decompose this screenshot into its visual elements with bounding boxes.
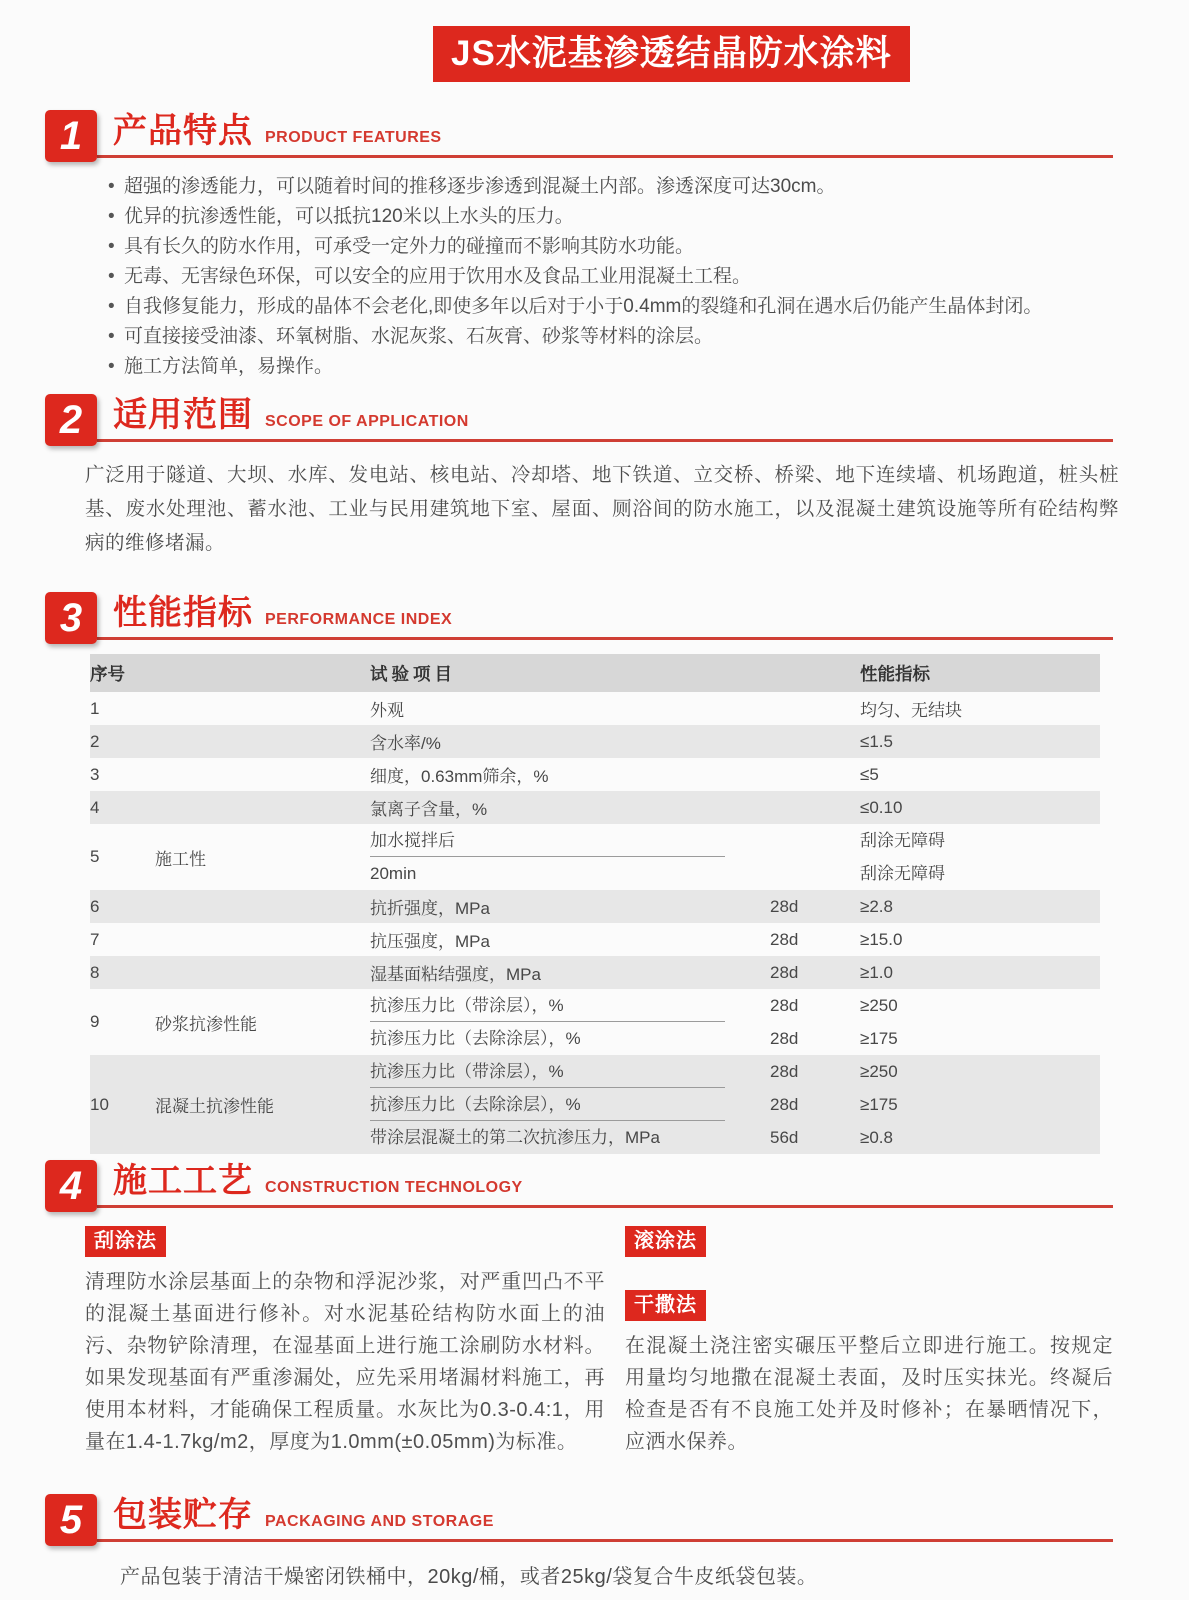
cell-item-line: 20min bbox=[370, 864, 417, 883]
page-title: JS水泥基渗透结晶防水涂料 bbox=[433, 26, 910, 82]
section4-underline bbox=[97, 1164, 1113, 1208]
cell-index: ≥2.8 bbox=[860, 896, 893, 916]
cell-age: 28d bbox=[770, 962, 799, 982]
cell-index-line: 刮涂无障碍 bbox=[860, 864, 945, 883]
feature-item: • 具有长久的防水作用，可承受一定外力的碰撞而不影响其防水功能。 bbox=[108, 232, 1129, 262]
cell-item: 含水率/% bbox=[370, 734, 441, 753]
section5-header bbox=[45, 1490, 1113, 1546]
cell-index: ≤0.10 bbox=[860, 797, 903, 817]
cell-category bbox=[155, 692, 370, 725]
cell-age bbox=[770, 824, 860, 890]
cell-index: ≥15.0 bbox=[860, 929, 903, 949]
section2-header bbox=[45, 390, 1113, 446]
col-header-no: 序号 bbox=[90, 663, 125, 684]
cell-age bbox=[770, 725, 860, 758]
cell-item: 细度，0.63mm筛余，% bbox=[370, 767, 549, 786]
table-row bbox=[90, 725, 1100, 758]
cell-item-line: 抗渗压力比（去除涂层），% bbox=[370, 1029, 581, 1048]
col-header-index: 性能指标 bbox=[860, 663, 930, 684]
section5-title: 包装贮存 bbox=[113, 1496, 253, 1534]
cell-no: 6 bbox=[90, 896, 100, 916]
section5-number-badge: 5 bbox=[45, 1494, 97, 1546]
cell-item: 抗折强度，MPa bbox=[370, 899, 490, 918]
cell-category bbox=[155, 725, 370, 758]
section2-subtitle: SCOPE OF APPLICATION bbox=[265, 413, 469, 430]
section3-subtitle: PERFORMANCE INDEX bbox=[265, 611, 453, 628]
section5-subtitle: PACKAGING AND STORAGE bbox=[265, 1513, 494, 1530]
section2-underline bbox=[97, 398, 1113, 442]
cell-age-line: 56d bbox=[770, 1128, 799, 1147]
performance-table bbox=[90, 654, 1100, 1154]
cell-index bbox=[860, 824, 1100, 890]
roll-dry-method-column bbox=[625, 1226, 1113, 1458]
cell-category bbox=[155, 890, 370, 923]
section5-underline bbox=[97, 1498, 1113, 1542]
cell-no: 7 bbox=[90, 929, 100, 949]
cell-index: 均匀、无结块 bbox=[860, 701, 962, 720]
feature-item: • 超强的渗透能力，可以随着时间的推移逐步渗透到混凝土内部。渗透深度可达30cm。 bbox=[108, 172, 1129, 202]
cell-age-line: 28d bbox=[770, 1095, 799, 1114]
table-row bbox=[90, 989, 1100, 1055]
table-row bbox=[90, 890, 1100, 923]
dry-method-paragraph: 在混凝土浇注密实碾压平整后立即进行施工。按规定用量均匀地撒在混凝土表面，及时压实抹光。终凝后检查是否有不良施工处并及时修补；在暴晒情况下，应洒水保养。 bbox=[625, 1335, 1113, 1453]
table-row bbox=[90, 956, 1100, 989]
cell-age: 28d bbox=[770, 896, 799, 916]
table-row bbox=[90, 791, 1100, 824]
construction-columns bbox=[85, 1226, 1113, 1458]
section1-subtitle: PRODUCT FEATURES bbox=[265, 129, 442, 146]
feature-item: • 可直接接受油漆、环氧树脂、水泥灰浆、石灰膏、砂浆等材料的涂层。 bbox=[108, 322, 1129, 352]
cell-age-line: 28d bbox=[770, 996, 799, 1015]
cell-index bbox=[860, 1055, 1100, 1154]
cell-age bbox=[770, 758, 860, 791]
cell-category: 混凝土抗渗性能 bbox=[155, 1097, 274, 1116]
section4-number-badge: 4 bbox=[45, 1160, 97, 1212]
cell-index-line: ≥250 bbox=[860, 1062, 898, 1081]
table-row bbox=[90, 824, 1100, 890]
feature-item: • 施工方法简单，易操作。 bbox=[108, 352, 1129, 382]
cell-category bbox=[155, 923, 370, 956]
cell-no: 2 bbox=[90, 731, 100, 751]
cell-item bbox=[370, 824, 770, 890]
cell-age bbox=[770, 692, 860, 725]
section3-header bbox=[45, 588, 1113, 644]
cell-age: 28d bbox=[770, 929, 799, 949]
feature-item: • 自我修复能力，形成的晶体不会老化,即使多年以后对于小于0.4mm的裂缝和孔洞在遇水后仍能产生晶体封闭。 bbox=[108, 292, 1129, 322]
scope-paragraph: 广泛用于隧道、大坝、水库、发电站、核电站、冷却塔、地下铁道、立交桥、桥梁、地下连续墙、机场跑道，桩头桩基、废水处理池、蓄水池、工业与民用建筑地下室、屋面、厕浴间的防水施工，以及混凝土建筑设施等所有砼结构弊病的维修堵漏。 bbox=[85, 464, 1119, 554]
cell-category bbox=[155, 791, 370, 824]
col-header-item: 试验项目 bbox=[370, 663, 456, 684]
packaging-paragraph: 产品包装于清洁干燥密闭铁桶中，20kg/桶，或者25kg/袋复合牛皮纸袋包装。 bbox=[120, 1566, 818, 1588]
section4-subtitle: CONSTRUCTION TECHNOLOGY bbox=[265, 1179, 523, 1196]
section1-header bbox=[45, 106, 1113, 162]
section1-title: 产品特点 bbox=[113, 112, 253, 150]
cell-index-line: ≥250 bbox=[860, 996, 898, 1015]
section3-title: 性能指标 bbox=[113, 594, 253, 632]
cell-no: 10 bbox=[90, 1094, 109, 1114]
cell-category bbox=[155, 758, 370, 791]
cell-no: 4 bbox=[90, 797, 100, 817]
cell-index: ≤5 bbox=[860, 764, 879, 784]
cell-index-line: ≥175 bbox=[860, 1029, 898, 1048]
section2-title: 适用范围 bbox=[113, 396, 253, 434]
cell-item-line: 带涂层混凝土的第二次抗渗压力，MPa bbox=[370, 1128, 660, 1147]
section3-number-badge: 3 bbox=[45, 592, 97, 644]
cell-index-line: ≥175 bbox=[860, 1095, 898, 1114]
table-row bbox=[90, 758, 1100, 791]
scrape-method-badge: 刮涂法 bbox=[85, 1226, 166, 1257]
scrape-method-paragraph: 清理防水涂层基面上的杂物和浮泥沙浆，对严重凹凸不平的混凝土基面进行修补。对水泥基砼结构防水面上的油污、杂物铲除清理，在湿基面上进行施工涂刷防水材料。如果发现基面有严重渗漏处，应先采用堵漏材料施工，再使用本材料，才能确保工程质量。水灰比为0.3-0.4:1，用量在1.4-1.7kg/m2，厚度为1.0mm(±0.05mm)为标准。 bbox=[85, 1271, 605, 1453]
cell-age bbox=[770, 791, 860, 824]
cell-index: ≤1.5 bbox=[860, 731, 893, 751]
cell-age bbox=[770, 989, 860, 1055]
dry-method-badge: 干撒法 bbox=[625, 1290, 706, 1321]
roll-method-badge: 滚涂法 bbox=[625, 1226, 706, 1257]
cell-index-line: 刮涂无障碍 bbox=[860, 831, 945, 850]
cell-item: 抗压强度，MPa bbox=[370, 932, 490, 951]
table-row bbox=[90, 692, 1100, 725]
cell-item-line: 抗渗压力比（带涂层），% bbox=[370, 1055, 725, 1088]
cell-age-line: 28d bbox=[770, 1029, 799, 1048]
cell-no: 3 bbox=[90, 764, 100, 784]
cell-item-line: 抗渗压力比（带涂层），% bbox=[370, 989, 725, 1022]
table-row bbox=[90, 923, 1100, 956]
method-gap bbox=[625, 1257, 1113, 1290]
feature-list bbox=[108, 172, 1129, 382]
section2-number-badge: 2 bbox=[45, 394, 97, 446]
feature-item: • 无毒、无害绿色环保，可以安全的应用于饮用水及食品工业用混凝土工程。 bbox=[108, 262, 1129, 292]
cell-item-line: 抗渗压力比（去除涂层），% bbox=[370, 1088, 725, 1121]
cell-age-line: 28d bbox=[770, 1062, 799, 1081]
cell-age bbox=[770, 1055, 860, 1154]
section1-underline bbox=[97, 114, 1113, 158]
cell-item: 氯离子含量，% bbox=[370, 800, 488, 819]
table-header-row bbox=[90, 654, 1100, 692]
section3-underline bbox=[97, 596, 1113, 640]
cell-no: 5 bbox=[90, 847, 100, 866]
feature-item: • 优异的抗渗透性能，可以抵抗120米以上水头的压力。 bbox=[108, 202, 1129, 232]
cell-item: 外观 bbox=[370, 701, 404, 720]
cell-item bbox=[370, 1055, 770, 1154]
cell-no: 1 bbox=[90, 698, 100, 718]
cell-index: ≥1.0 bbox=[860, 962, 893, 982]
cell-category: 施工性 bbox=[155, 849, 206, 869]
cell-item-line: 加水搅拌后 bbox=[370, 824, 725, 857]
cell-item bbox=[370, 989, 770, 1055]
col-header-age bbox=[770, 654, 860, 692]
cell-category bbox=[155, 956, 370, 989]
cell-no: 8 bbox=[90, 962, 100, 982]
section1-number-badge: 1 bbox=[45, 110, 97, 162]
section4-header bbox=[45, 1156, 1113, 1212]
cell-index-line: ≥0.8 bbox=[860, 1128, 893, 1147]
cell-no: 9 bbox=[90, 1012, 100, 1031]
scrape-method-column bbox=[85, 1226, 605, 1458]
cell-index bbox=[860, 989, 1100, 1055]
cell-category: 砂浆抗渗性能 bbox=[155, 1014, 257, 1034]
section4-title: 施工工艺 bbox=[113, 1162, 253, 1200]
cell-item: 湿基面粘结强度，MPa bbox=[370, 965, 541, 984]
table-row bbox=[90, 1055, 1100, 1154]
